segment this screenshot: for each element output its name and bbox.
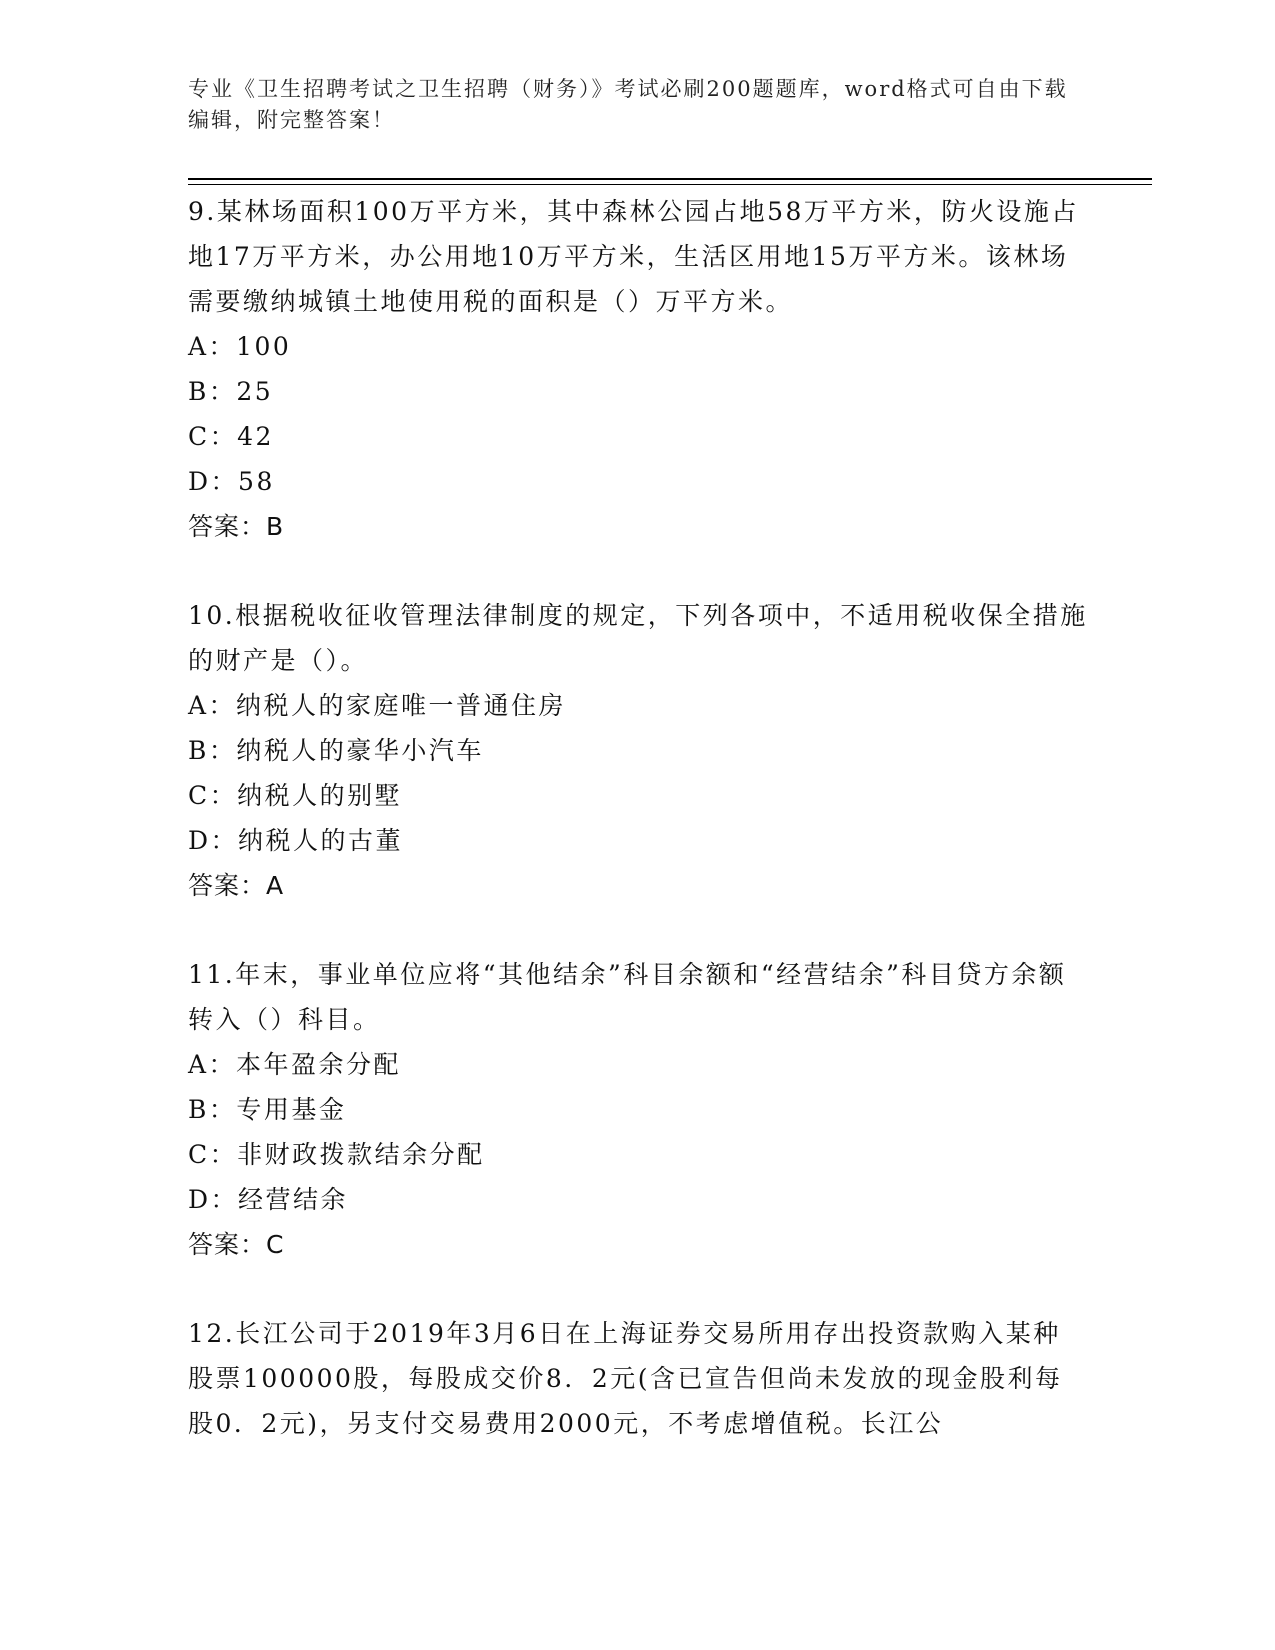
option-b: B：专用基金	[188, 1095, 347, 1124]
option-d: D：58	[188, 467, 275, 496]
option-d: D：纳税人的古董	[188, 826, 404, 855]
header-divider-thick	[188, 178, 1152, 180]
option-c: C：42	[188, 422, 274, 451]
question-stem: 12.长江公司于2019年3月6日在上海证券交易所用存出投资款购入某种股票100000股，每股成交价8．2元(含已宣告但尚未发放的现金股利每股0．2元)，另支付交易费用2000元，不考虑增值税。长江公	[188, 1319, 1063, 1438]
option-a: A：本年盈余分配	[188, 1050, 402, 1079]
option-b: B：纳税人的豪华小汽车	[188, 736, 484, 765]
answer-line: 答案：A	[188, 871, 285, 900]
question-stem: 10.根据税收征收管理法律制度的规定，下列各项中，不适用税收保全措施的财产是（）。	[188, 601, 1088, 675]
question-10	[188, 593, 1088, 908]
question-11	[188, 952, 1088, 1267]
question-9	[188, 189, 1088, 549]
option-a: A：100	[188, 332, 292, 361]
option-c: C：纳税人的别墅	[188, 781, 403, 810]
question-12	[188, 1311, 1088, 1446]
question-list	[188, 189, 1088, 1490]
option-d: D：经营结余	[188, 1185, 349, 1214]
answer-line: 答案：C	[188, 1230, 285, 1259]
question-stem: 9.某林场面积100万平方米，其中森林公园占地58万平方米，防火设施占地17万平方米，办公用地10万平方米，生活区用地15万平方米。该林场需要缴纳城镇土地使用税的面积是（）万平方米。	[188, 197, 1079, 316]
option-c: C：非财政拨款结余分配	[188, 1140, 485, 1169]
answer-line: 答案：B	[188, 512, 285, 541]
header-divider-thin	[188, 184, 1152, 185]
option-b: B：25	[188, 377, 274, 406]
option-a: A：纳税人的家庭唯一普通住房	[188, 691, 567, 720]
document-header: 专业《卫生招聘考试之卫生招聘（财务）》考试必刷200题题库，word格式可自由下载编辑，附完整答案！	[188, 77, 1068, 132]
question-stem: 11.年末，事业单位应将“其他结余”科目余额和“经营结余”科目贷方余额转入（）科目。	[188, 960, 1067, 1034]
